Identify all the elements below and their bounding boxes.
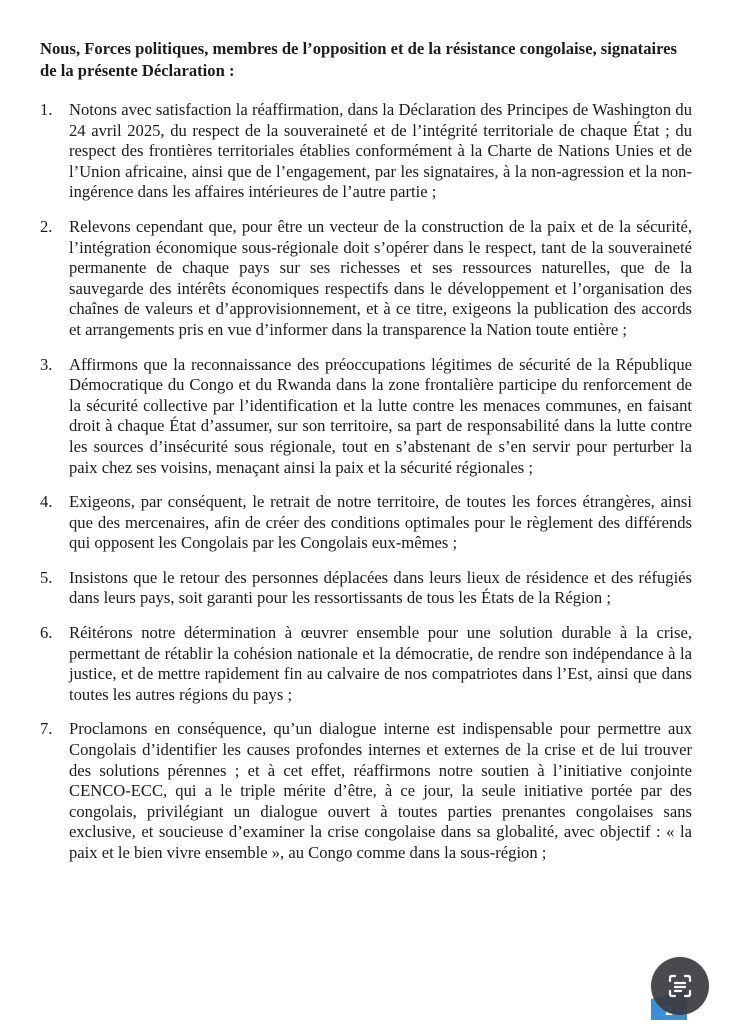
- item-text: Relevons cependant que, pour être un vecteur de la construction de la paix et de la sécurité, l’intégration économique sous-régionale doit s’opérer dans le respect, tant de la souveraineté permanente de chaque pays sur ses richesses et ses ressources naturelles, que de la sauvegarde des intérêts économiques respectifs dans le développement et l’organisation des chaînes de valeurs et d’approvisionnement, et à ce titre, exigeons la publication des accords et arrangements pris en vue d’informer dans la transparence la Nation toute entière ;: [69, 216, 692, 339]
- declaration-list: [40, 100, 692, 864]
- item-number: 4.: [40, 492, 53, 512]
- declaration-item-5: [40, 568, 692, 609]
- item-number: 6.: [40, 623, 53, 643]
- document-page: [40, 38, 692, 878]
- declaration-item-1: [40, 100, 692, 203]
- declaration-heading: Nous, Forces politiques, membres de l’opposition et de la résistance congolaise, signataires de la présente Déclaration :: [40, 39, 677, 80]
- item-number: 1.: [40, 100, 53, 119]
- item-text: Affirmons que la reconnaissance des préoccupations légitimes de sécurité de la République Démocratique du Congo et du Rwanda dans la zone frontalière participe du renforcement de la sécurité collective par l’identification et la lutte contre les menaces communes, en faisant droit à chaque État d’assumer, sur son territoire, sa part de responsabilité dans la lutte contre les sources d’insécurité sous régionale, tout en s’abstenant de s’en servir pour perturber la paix chez ses voisins, menaçant ainsi la paix et la sécurité régionales ;: [69, 354, 692, 477]
- item-number: 7.: [40, 719, 53, 739]
- item-number: 2.: [40, 216, 53, 236]
- item-text: Notons avec satisfaction la réaffirmation, dans la Déclaration des Principes de Washington du 24 avril 2025, du respect de la souveraineté et de l’intégrité territoriale de chaque État ; du respect des frontières territoriales établies conformément à la Charte de Nations Unies et de l’Union africaine, ainsi que de l’engagement, par les signataires, à la non-agression et la non-ingérence dans les affaires intérieures de l’autre partie ;: [69, 100, 692, 202]
- item-number: 5.: [40, 567, 53, 587]
- item-text: Réitérons notre détermination à œuvrer ensemble pour une solution durable à la crise, permettant de rétablir la cohésion nationale et la démocratie, de rendre son indépendance à la justice, et de mettre rapidement fin au calvaire de nos compatriotes dans l’Est, ainsi que dans toutes les autres régions du pays ;: [69, 623, 692, 704]
- item-text: Exigeons, par conséquent, le retrait de notre territoire, de toutes les forces étrangères, ainsi que des mercenaires, afin de créer des conditions optimales pour le règlement des différends qui opposent les Congolais par les Congolais eux-mêmes ;: [69, 492, 692, 553]
- declaration-item-7: [40, 719, 692, 863]
- item-text: Insistons que le retour des personnes déplacées dans leurs lieux de résidence et des réfugiés dans leurs pays, soit garanti pour les ressortissants de tous les États de la Région ;: [69, 567, 692, 608]
- text-scan-icon: [666, 972, 694, 1000]
- declaration-item-2: [40, 217, 692, 341]
- declaration-item-4: [40, 492, 692, 554]
- item-text: Proclamons en conséquence, qu’un dialogue interne est indispensable pour permettre aux Congolais d’identifier les causes profondes internes et externes de la crise et de lui trouver des solutions pérennes ; et à cet effet, réaffirmons notre soutien à l’initiative conjointe CENCO-ECC, qui a le triple mérite d’être, à ce jour, la seule initiative portée par des congolais, privilégiant un dialogue ouvert à toutes parties prenantes congolaises sans exclusive, et soucieuse d’examiner la crise congolaise dans sa globalité, avec objectif : « la paix et le bien vivre ensemble », au Congo comme dans la sous-région ;: [69, 719, 692, 862]
- item-number: 3.: [40, 354, 53, 374]
- declaration-item-3: [40, 355, 692, 479]
- text-scan-button[interactable]: [651, 957, 709, 1015]
- declaration-item-6: [40, 623, 692, 705]
